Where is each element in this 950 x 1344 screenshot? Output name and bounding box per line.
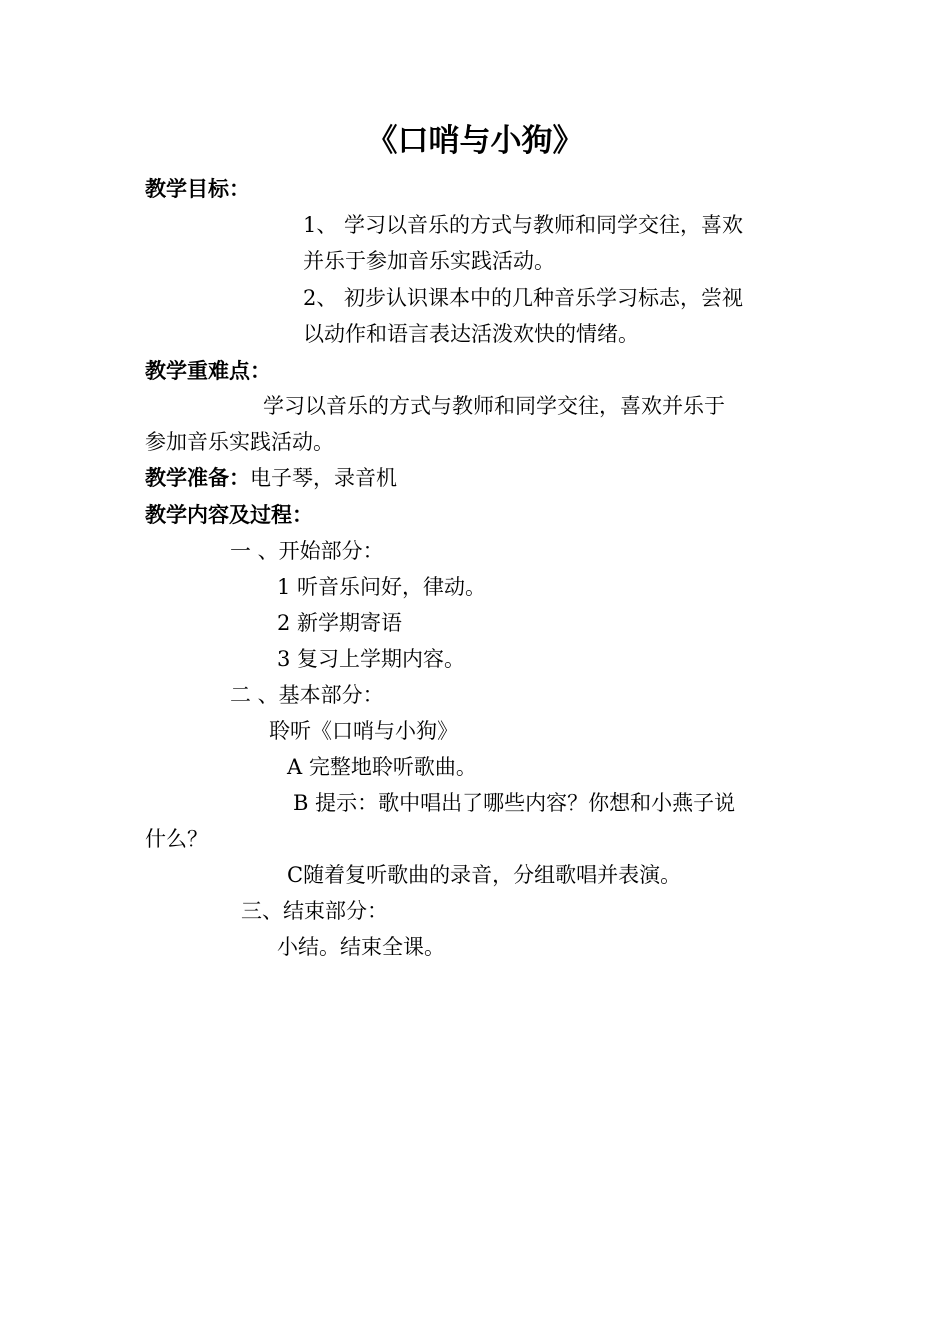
goal-1-line-2: 并乐于参加音乐实践活动。 bbox=[303, 249, 555, 273]
part1-item-1: 1 听音乐问好，律动。 bbox=[277, 575, 487, 599]
preparation-heading: 教学准备： bbox=[145, 466, 250, 490]
part2-listen: 聆听《口哨与小狗》 bbox=[269, 719, 458, 743]
key-points-line-2: 参加音乐实践活动。 bbox=[145, 430, 334, 454]
goal-1-line-1: 1、 学习以音乐的方式与教师和同学交往，喜欢 bbox=[303, 213, 744, 237]
goal-2-line-2: 以动作和语言表达活泼欢快的情绪。 bbox=[303, 322, 639, 346]
goals-heading: 教学目标： bbox=[145, 177, 250, 201]
part2-item-a: A 完整地聆听歌曲。 bbox=[287, 755, 477, 779]
part3-text: 小结。结束全课。 bbox=[277, 935, 445, 959]
part2-item-c: C随着复听歌曲的录音，分组歌唱并表演。 bbox=[287, 863, 682, 887]
part1-item-2: 2 新学期寄语 bbox=[277, 611, 403, 635]
part1-title: 一 、开始部分： bbox=[230, 539, 384, 563]
key-points-line-1: 学习以音乐的方式与教师和同学交往，喜欢并乐于 bbox=[263, 394, 725, 418]
goal-2-line-1: 2、 初步认识课本中的几种音乐学习标志，尝视 bbox=[303, 286, 744, 310]
part3-title: 三、结束部分： bbox=[241, 899, 388, 923]
preparation-text: 电子琴，录音机 bbox=[250, 466, 397, 490]
document-title: 《口哨与小狗》 bbox=[366, 123, 584, 159]
part2-item-b-line-1: B 提示：歌中唱出了哪些内容？你想和小燕子说 bbox=[293, 791, 736, 815]
preparation-line bbox=[145, 463, 397, 493]
part2-title: 二 、基本部分： bbox=[230, 683, 384, 707]
part1-item-3: 3 复习上学期内容。 bbox=[277, 647, 466, 671]
process-heading: 教学内容及过程： bbox=[145, 503, 313, 527]
key-points-heading: 教学重难点： bbox=[145, 359, 271, 383]
part2-item-b-line-2: 什么？ bbox=[145, 827, 208, 851]
